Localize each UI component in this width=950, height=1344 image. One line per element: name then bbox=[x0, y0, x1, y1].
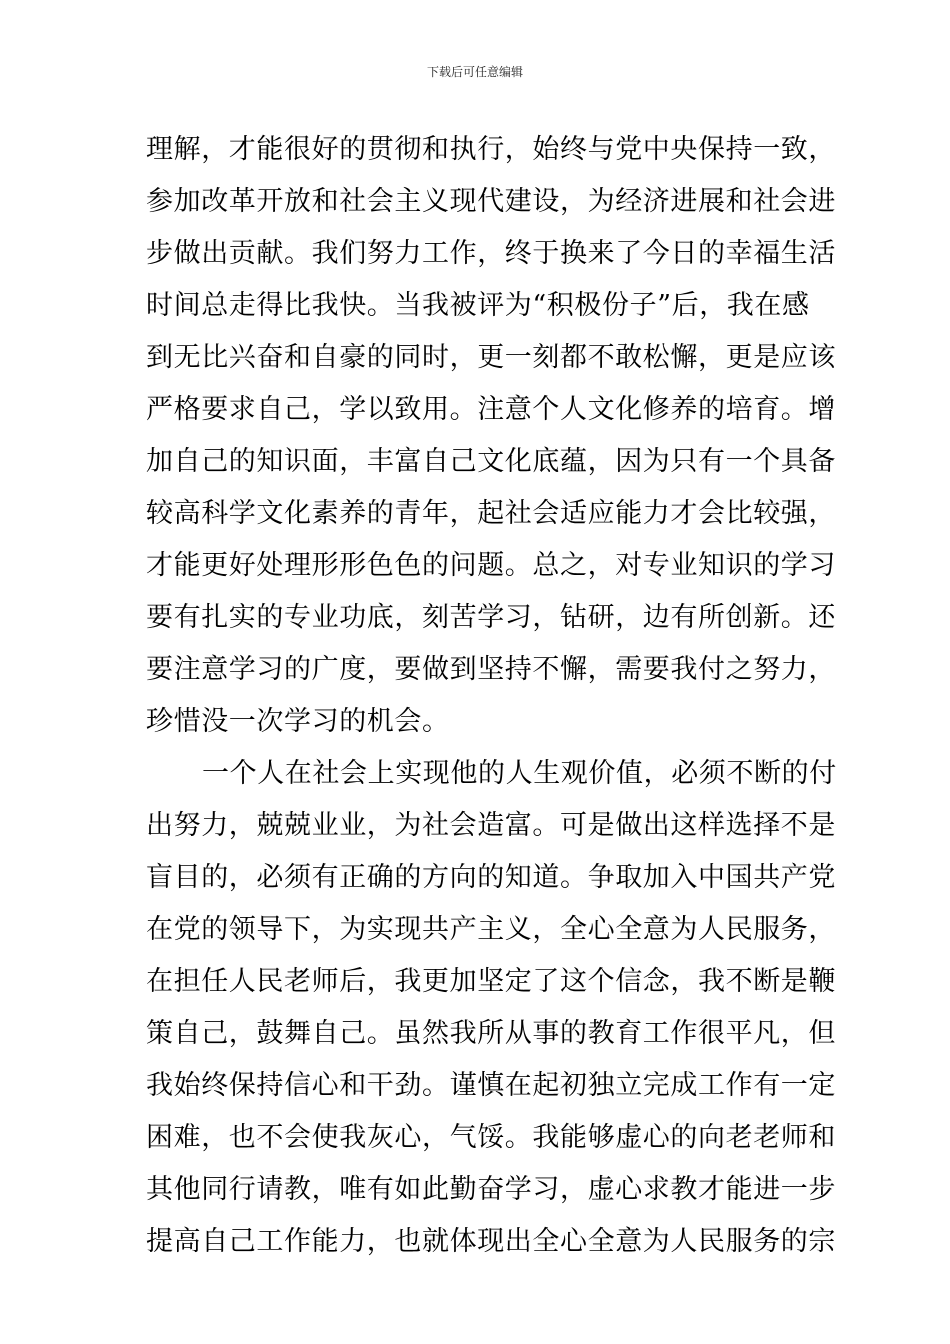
text-line-indented: 一个人在社会上实现他的人生观价值，必须不断的付 bbox=[202, 758, 837, 789]
text-line: 珍惜没一次学习的机会。 bbox=[146, 706, 450, 737]
text-line: 在党的领导下，为实现共产主义，全心全意为人民服务， bbox=[146, 914, 836, 945]
text-line: 盲目的，必须有正确的方向的知道。争取加入中国共产党 bbox=[146, 862, 836, 893]
text-line: 我始终保持信心和干劲。谨慎在起初独立完成工作有一定 bbox=[146, 1070, 836, 1101]
text-line: 理解，才能很好的贯彻和执行，始终与党中央保持一致， bbox=[146, 134, 836, 165]
text-line: 出努力，兢兢业业，为社会造富。可是做出这样选择不是 bbox=[146, 810, 836, 841]
text-line: 要有扎实的专业功底，刻苦学习，钻研，边有所创新。还 bbox=[146, 602, 836, 633]
text-line: 策自己，鼓舞自己。虽然我所从事的教育工作很平凡，但 bbox=[146, 1018, 836, 1049]
paragraph-2 bbox=[146, 748, 837, 1268]
paragraph-1 bbox=[146, 124, 836, 748]
text-line: 时间总走得比我快。当我被评为“积极份子”后，我在感 bbox=[146, 290, 810, 321]
text-line: 步做出贡献。我们努力工作，终于换来了今日的幸福生活 bbox=[146, 238, 836, 269]
text-line: 到无比兴奋和自豪的同时，更一刻都不敢松懈，更是应该 bbox=[146, 342, 836, 373]
text-line: 较高科学文化素养的青年，起社会适应能力才会比较强， bbox=[146, 498, 836, 529]
text-line: 才能更好处理形形色色的问题。总之，对专业知识的学习 bbox=[146, 550, 836, 581]
text-line: 参加改革开放和社会主义现代建设，为经济进展和社会进 bbox=[146, 186, 836, 217]
text-line: 严格要求自己，学以致用。注意个人文化修养的培育。增 bbox=[146, 394, 836, 425]
document-body bbox=[146, 124, 837, 1268]
text-line: 其他同行请教，唯有如此勤奋学习，虚心求教才能进一步 bbox=[146, 1174, 836, 1205]
text-line: 困难，也不会使我灰心，气馁。我能够虚心的向老老师和 bbox=[146, 1122, 836, 1153]
text-line: 在担任人民老师后，我更加坚定了这个信念，我不断是鞭 bbox=[146, 966, 836, 997]
text-line: 加自己的知识面，丰富自己文化底蕴，因为只有一个具备 bbox=[146, 446, 836, 477]
text-line: 提高自己工作能力，也就体现出全心全意为人民服务的宗 bbox=[146, 1226, 836, 1257]
page-header: 下载后可任意编辑 bbox=[426, 65, 523, 79]
text-line: 要注意学习的广度，要做到坚持不懈，需要我付之努力， bbox=[146, 654, 836, 685]
